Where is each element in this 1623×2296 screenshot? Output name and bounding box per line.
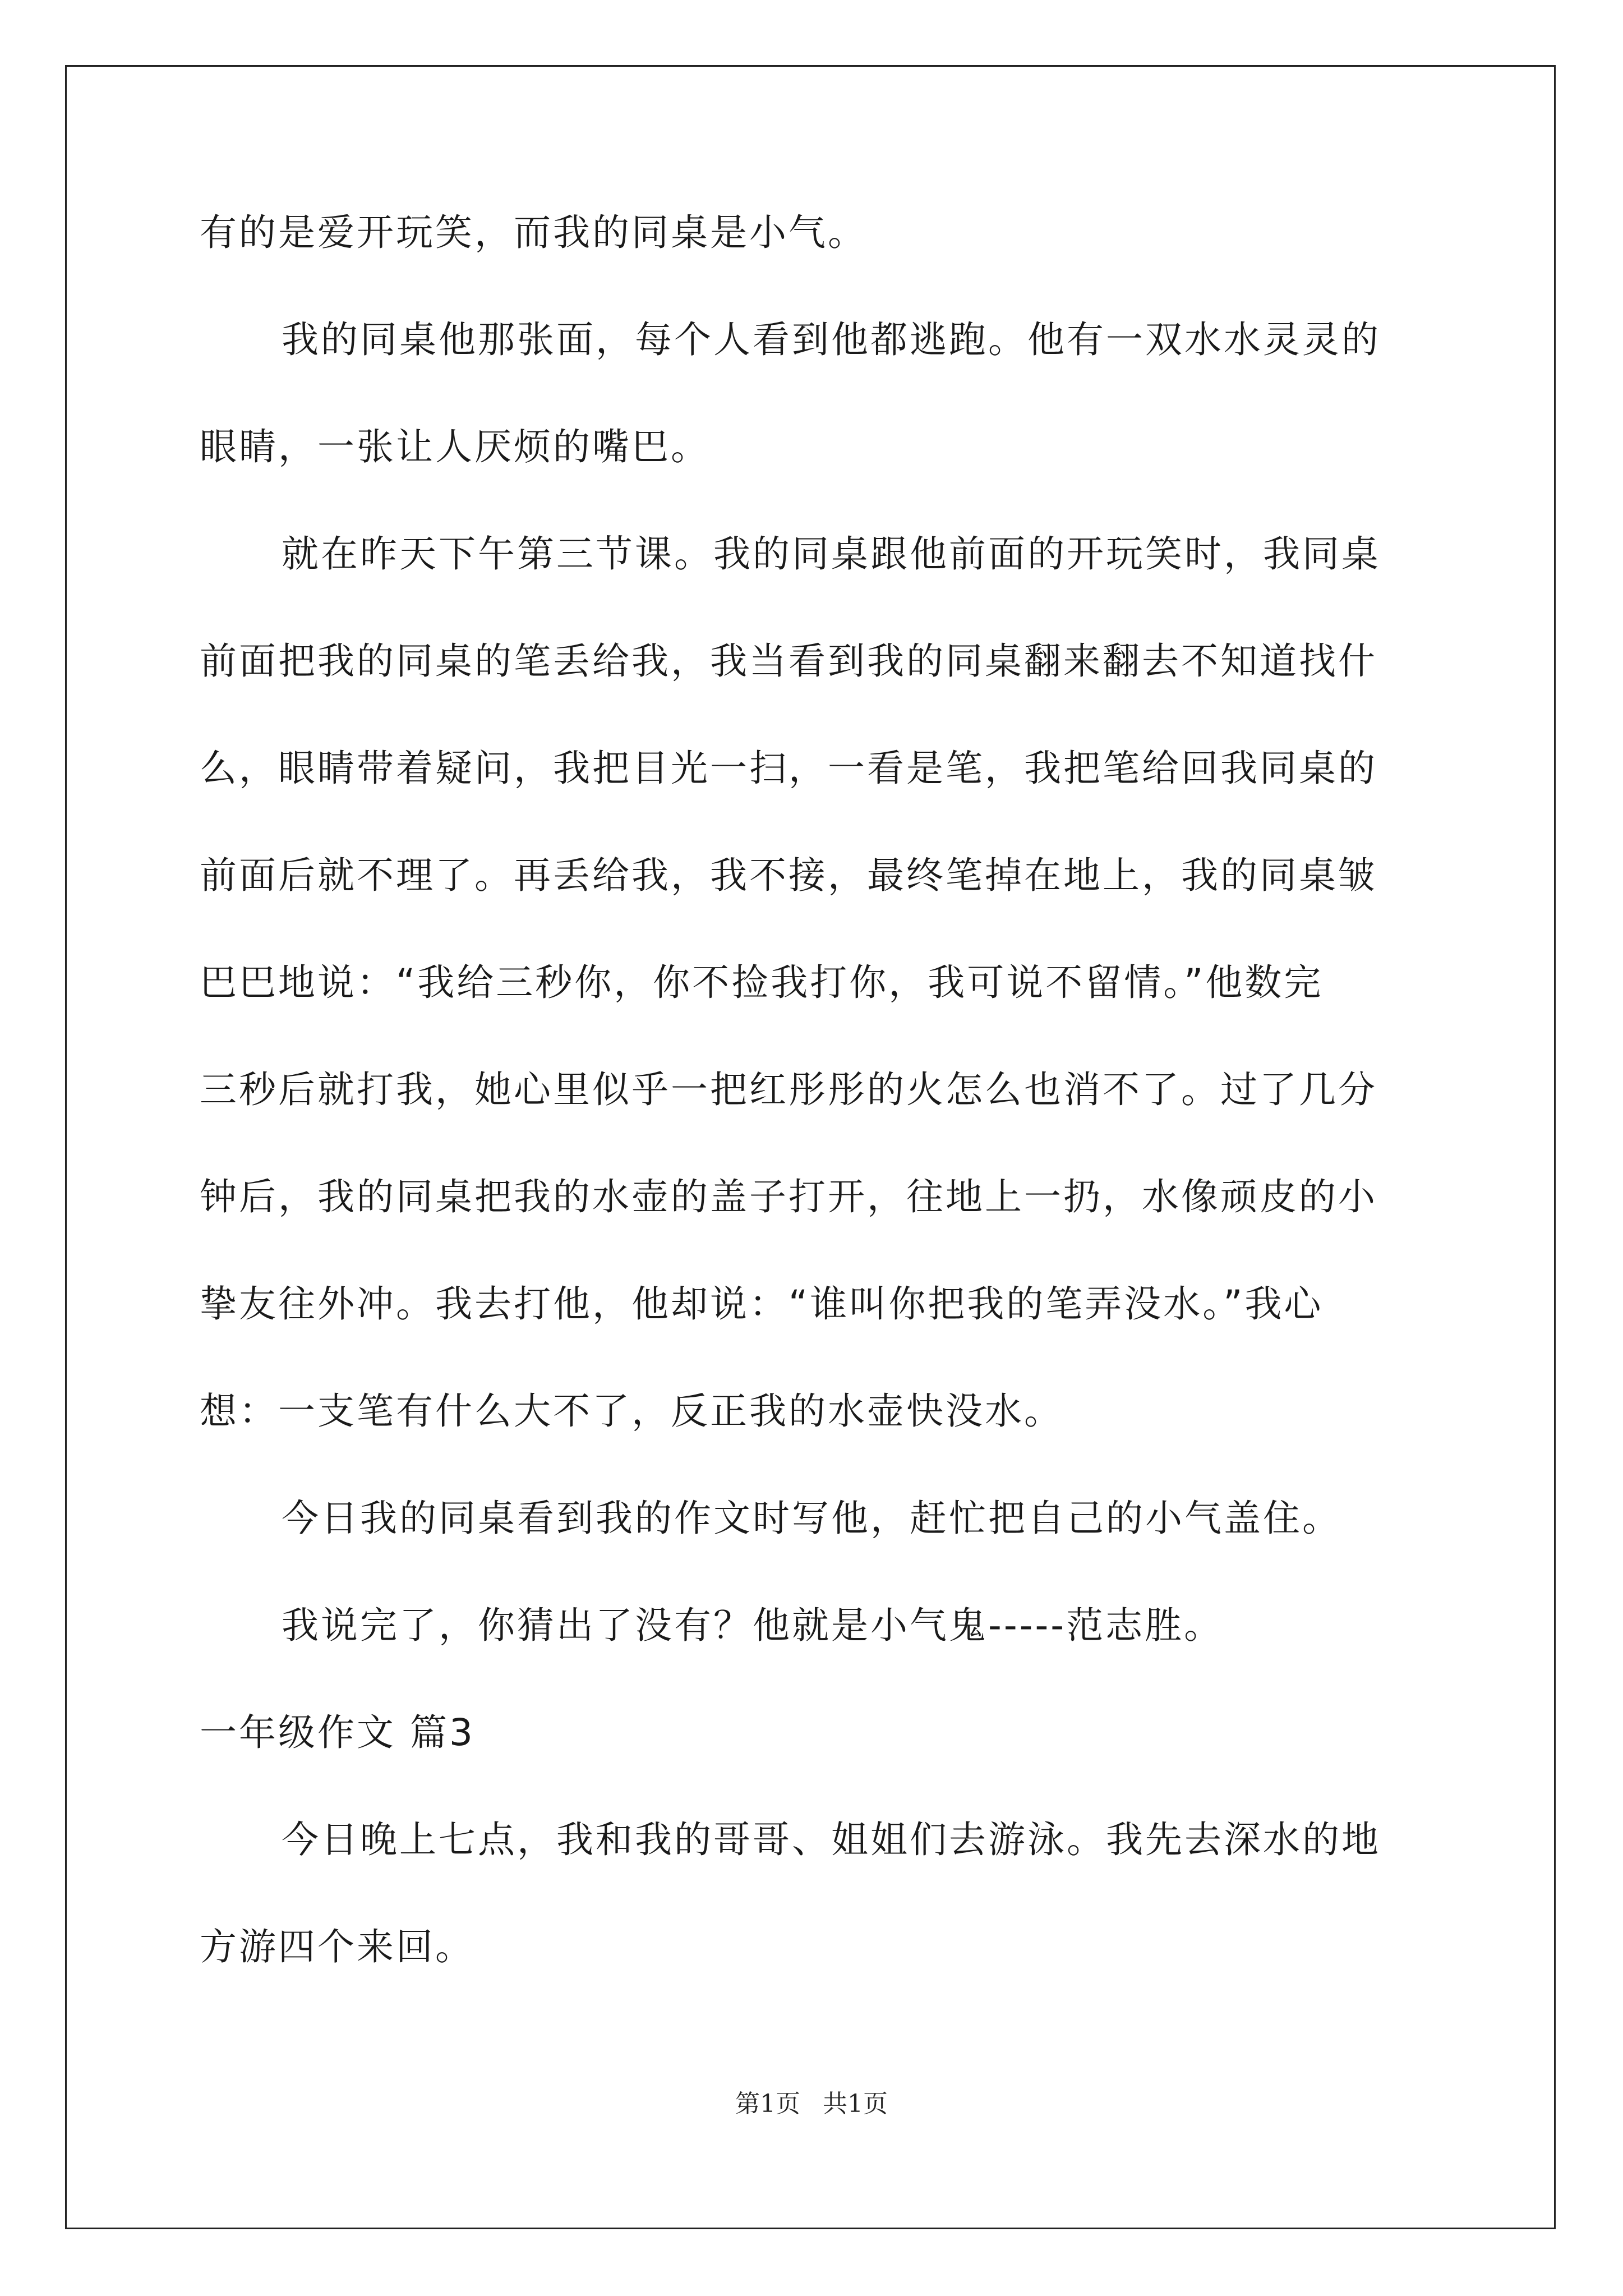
paragraph-start: 我的同桌他那张面，每个人看到他都逃跑。他有一双水水灵灵的 — [282, 318, 1381, 361]
section-heading: 一年级作文 篇3 — [200, 1711, 475, 1754]
document-body — [200, 208, 1433, 1972]
page-footer — [0, 2083, 1623, 2119]
text-line: 有的是爱开玩笑，而我的同桌是小气。 — [200, 211, 867, 254]
paragraph-start: 今日晚上七点，我和我的哥哥、姐姐们去游泳。我先去深水的地 — [282, 1818, 1381, 1861]
text-line: 前面后就不理了。再丢给我，我不接，最终笔掉在地上，我的同桌皱 — [200, 854, 1377, 897]
paragraph-start: 今日我的同桌看到我的作文时写他，赶忙把自己的小气盖住。 — [282, 1497, 1341, 1540]
text-line: 巴巴地说：“我给三秒你，你不捡我打你，我可说不留情。”他数完 — [200, 961, 1324, 1004]
text-line: 方游四个来回。 — [200, 1925, 474, 1968]
page-total: 共1页 — [823, 2090, 888, 2118]
text-line: 挚友往外冲。我去打他，他却说：“谁叫你把我的笔弄没水。”我心 — [200, 1282, 1324, 1326]
paragraph-start: 就在昨天下午第三节课。我的同桌跟他前面的开玩笑时，我同桌 — [282, 532, 1381, 576]
text-line: 眼睛，一张让人厌烦的嘴巴。 — [200, 425, 710, 468]
text-line: 么，眼睛带着疑问，我把目光一扫，一看是笔，我把笔给回我同桌的 — [200, 747, 1377, 790]
text-line: 三秒后就打我，她心里似乎一把红彤彤的火怎么也消不了。过了几分 — [200, 1068, 1377, 1111]
text-line: 前面把我的同桌的笔丢给我，我当看到我的同桌翻来翻去不知道找什 — [200, 639, 1377, 683]
text-line: 钟后，我的同桌把我的水壶的盖子打开，往地上一扔，水像顽皮的小 — [200, 1175, 1377, 1218]
paragraph-start: 我说完了，你猜出了没有？他就是小气鬼-----范志胜。 — [282, 1604, 1224, 1647]
page-number: 第1页 — [735, 2090, 800, 2118]
text-line: 想：一支笔有什么大不了，反正我的水壶快没水。 — [200, 1389, 1063, 1433]
